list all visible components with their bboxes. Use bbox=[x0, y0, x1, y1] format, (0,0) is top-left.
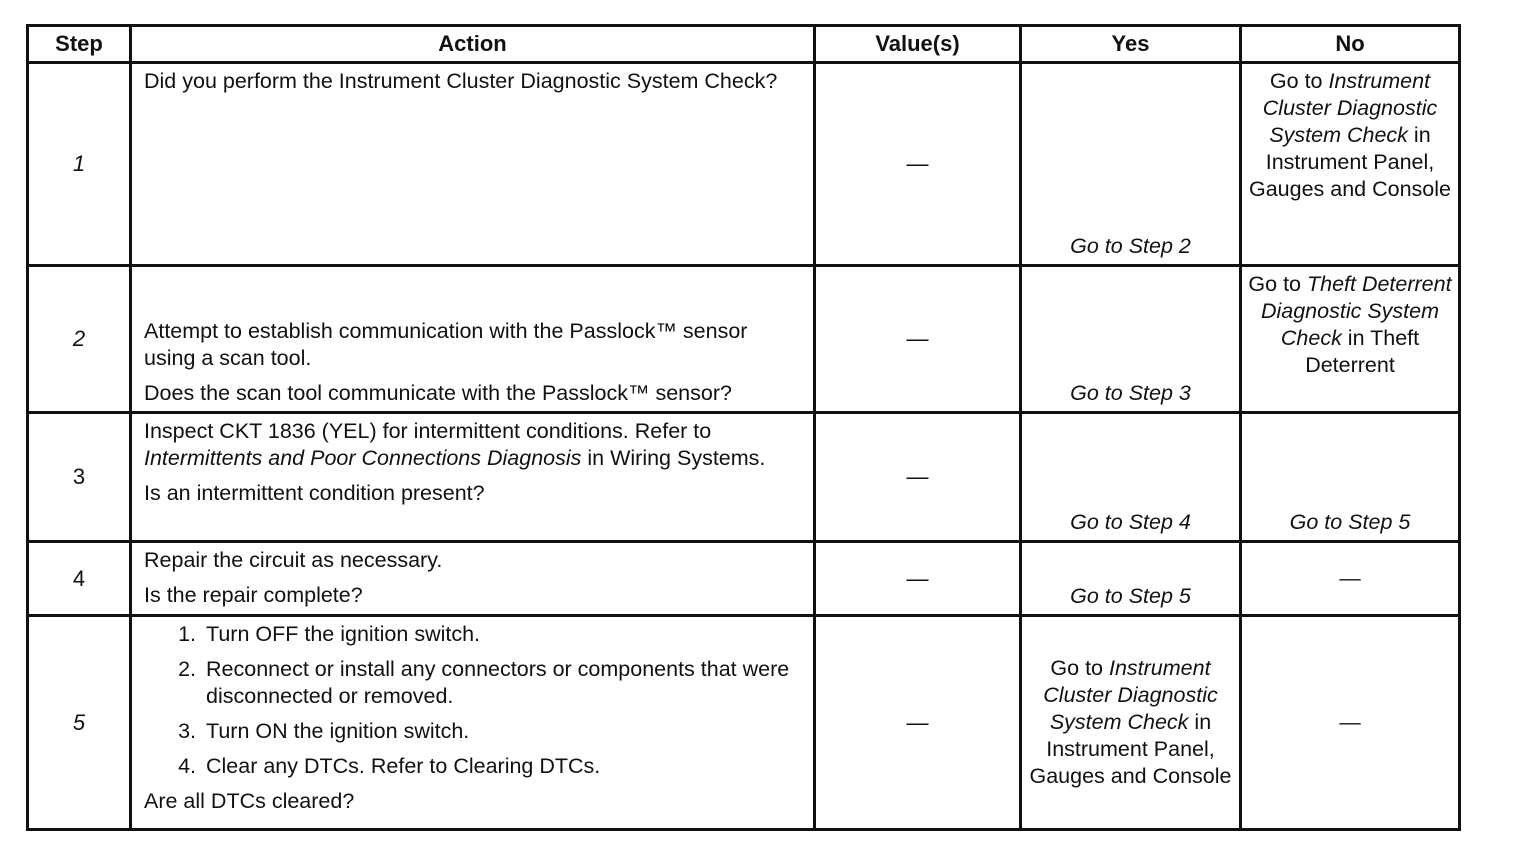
value-cell: — bbox=[815, 616, 1021, 830]
header-values: Value(s) bbox=[815, 26, 1021, 63]
table-row bbox=[28, 616, 1460, 830]
step-number: 2 bbox=[28, 266, 131, 413]
no-cell bbox=[1241, 63, 1460, 266]
yes-cell bbox=[1021, 63, 1241, 266]
table-row bbox=[28, 63, 1460, 266]
value-cell: — bbox=[815, 63, 1021, 266]
no-cell: — bbox=[1241, 542, 1460, 616]
action-question: Is the repair complete? bbox=[144, 583, 363, 607]
no-link[interactable]: Go to Step 5 bbox=[1289, 510, 1411, 534]
no-link[interactable]: Instrument Cluster Diagnostic System Check bbox=[1262, 69, 1438, 147]
value-cell: — bbox=[815, 266, 1021, 413]
action-cell bbox=[131, 266, 815, 413]
header-no: No bbox=[1241, 26, 1460, 63]
step-number: 1 bbox=[28, 63, 131, 266]
no-cell: — bbox=[1241, 616, 1460, 830]
step-number: 5 bbox=[28, 616, 131, 830]
action-question: Is an intermittent condition present? bbox=[144, 481, 485, 505]
no-text-post: in Instrument Panel, Gauges and Console bbox=[1248, 123, 1451, 201]
table-row bbox=[28, 266, 1460, 413]
table-row bbox=[28, 413, 1460, 542]
list-item: 4. Clear any DTCs. Refer to Clearing DTCs. bbox=[202, 753, 803, 780]
yes-cell bbox=[1021, 413, 1241, 542]
list-item: 1. Turn OFF the ignition switch. bbox=[202, 621, 803, 648]
action-text bbox=[144, 418, 803, 472]
action-text-pre: Inspect CKT 1836 (YEL) for intermittent conditions. Refer to bbox=[144, 419, 712, 443]
yes-link[interactable]: Go to Step 5 bbox=[1070, 584, 1191, 608]
list-item: 2. Reconnect or install any connectors or components that were disconnected or removed. bbox=[202, 656, 803, 710]
table-row bbox=[28, 542, 1460, 616]
yes-text-post: in Instrument Panel, Gauges and Console bbox=[1029, 710, 1232, 788]
action-cell bbox=[131, 63, 815, 266]
step-number: 4 bbox=[28, 542, 131, 616]
action-cell bbox=[131, 542, 815, 616]
no-text-post: in Theft Deterrent bbox=[1305, 326, 1420, 377]
diagnostic-table bbox=[26, 24, 1461, 831]
no-cell bbox=[1241, 413, 1460, 542]
action-reference-link[interactable]: Intermittents and Poor Connections Diagnosis bbox=[144, 446, 582, 470]
yes-link[interactable]: Instrument Cluster Diagnostic System Check bbox=[1043, 656, 1218, 734]
header-step: Step bbox=[28, 26, 131, 63]
value-cell: — bbox=[815, 542, 1021, 616]
header-row bbox=[28, 26, 1460, 63]
action-text: Attempt to establish communication with the Passlock™ sensor using a scan tool. bbox=[144, 319, 748, 370]
yes-link[interactable]: Go to Step 4 bbox=[1070, 510, 1191, 534]
no-cell bbox=[1241, 266, 1460, 413]
yes-cell bbox=[1021, 616, 1241, 830]
action-cell bbox=[131, 413, 815, 542]
no-link[interactable]: Theft Deterrent Diagnostic System Check bbox=[1260, 272, 1452, 350]
no-text-pre: Go to bbox=[1269, 69, 1329, 93]
yes-link[interactable]: Go to Step 3 bbox=[1070, 381, 1191, 405]
yes-text-pre: Go to bbox=[1050, 656, 1109, 680]
action-question: Are all DTCs cleared? bbox=[144, 789, 355, 813]
action-text-post: in Wiring Systems. bbox=[581, 446, 766, 470]
action-text: Repair the circuit as necessary. bbox=[144, 548, 443, 572]
header-yes: Yes bbox=[1021, 26, 1241, 63]
yes-link[interactable]: Go to Step 2 bbox=[1070, 234, 1191, 258]
yes-cell bbox=[1021, 266, 1241, 413]
yes-cell bbox=[1021, 542, 1241, 616]
action-steps-list bbox=[144, 621, 803, 780]
action-question: Does the scan tool communicate with the Passlock™ sensor? bbox=[144, 381, 732, 405]
value-cell: — bbox=[815, 413, 1021, 542]
step-number: 3 bbox=[28, 413, 131, 542]
action-cell bbox=[131, 616, 815, 830]
no-text-pre: Go to bbox=[1248, 272, 1307, 296]
header-action: Action bbox=[131, 26, 815, 63]
list-item: 3. Turn ON the ignition switch. bbox=[202, 718, 803, 745]
action-text: Did you perform the Instrument Cluster Diagnostic System Check? bbox=[144, 69, 778, 93]
